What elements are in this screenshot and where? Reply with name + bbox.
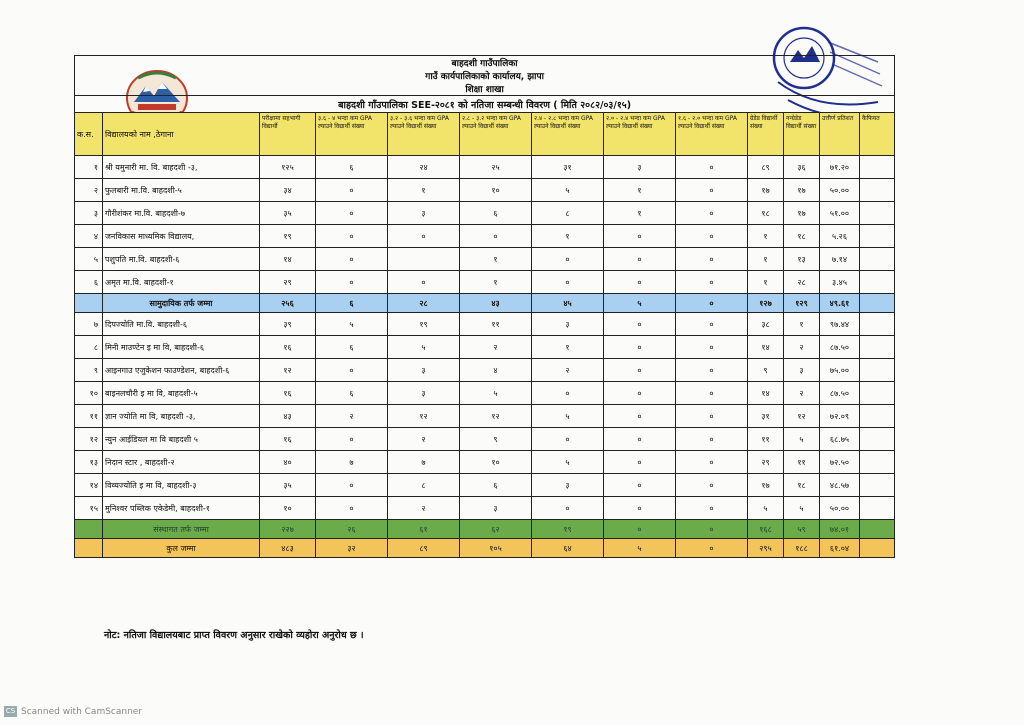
table-cell: कुल जम्मा xyxy=(103,539,260,558)
table-cell: ० xyxy=(676,202,748,225)
table-cell: ० xyxy=(604,248,676,271)
table-cell: ० xyxy=(604,313,676,336)
table-cell: २८ xyxy=(388,294,460,313)
column-header: १.६ - २.० भन्दा कम GPA ल्याउने विद्यार्थी संख्या xyxy=(676,113,748,156)
table-cell xyxy=(75,294,103,313)
table-row xyxy=(75,497,895,520)
table-cell: ६४ xyxy=(532,539,604,558)
scanner-text: Scanned with CamScanner xyxy=(21,706,143,717)
table-cell: १० xyxy=(460,179,532,202)
table-row xyxy=(75,359,895,382)
table-cell: १२५ xyxy=(260,156,316,179)
table-cell xyxy=(860,202,895,225)
table-cell: २ xyxy=(388,428,460,451)
table-cell: ० xyxy=(604,271,676,294)
table-cell: ० xyxy=(676,539,748,558)
section-name: शिक्षा शाखा xyxy=(75,82,895,96)
table-cell: १६ xyxy=(260,428,316,451)
table-cell: ५.२६ xyxy=(820,225,860,248)
results-document xyxy=(74,55,894,558)
table-cell: सामुदायिक तर्फ जम्मा xyxy=(103,294,260,313)
table-cell xyxy=(860,156,895,179)
table-cell: ३२ xyxy=(316,539,388,558)
table-cell: १० xyxy=(75,382,103,405)
table-cell: ७१.२० xyxy=(820,156,860,179)
table-cell: ६ xyxy=(316,294,388,313)
table-cell: ० xyxy=(676,336,748,359)
table-cell: ४५ xyxy=(532,294,604,313)
table-cell: संस्थागत तर्फ जम्मा xyxy=(103,520,260,539)
table-row xyxy=(75,428,895,451)
table-cell: ० xyxy=(676,271,748,294)
table-row xyxy=(75,382,895,405)
table-cell: १ xyxy=(748,225,784,248)
table-cell: ३५ xyxy=(260,474,316,497)
table-cell: १ xyxy=(532,225,604,248)
table-cell: ० xyxy=(388,271,460,294)
table-cell: ० xyxy=(604,225,676,248)
table-cell: ६१.०४ xyxy=(820,539,860,558)
table-cell: १२ xyxy=(388,405,460,428)
table-cell: गौरीशंकर मा.वि. बाहदशी-७ xyxy=(103,202,260,225)
table-cell: ० xyxy=(604,405,676,428)
table-cell: १ xyxy=(604,179,676,202)
table-cell: ० xyxy=(532,382,604,405)
table-cell xyxy=(860,405,895,428)
table-cell: १ xyxy=(532,336,604,359)
table-cell: ० xyxy=(316,497,388,520)
table-cell: २४ xyxy=(388,156,460,179)
table-cell: ९ xyxy=(460,428,532,451)
table-cell: २२७ xyxy=(260,520,316,539)
table-cell: ४० xyxy=(260,451,316,474)
table-cell: ० xyxy=(604,497,676,520)
table-cell: ५०.०० xyxy=(820,179,860,202)
table-cell: ३६ xyxy=(784,156,820,179)
table-cell xyxy=(75,520,103,539)
table-cell: २ xyxy=(460,336,532,359)
table-cell: ४९.६१ xyxy=(820,294,860,313)
table-cell: ७ xyxy=(316,451,388,474)
column-header: परीक्षामा सहभागी विद्यार्थी xyxy=(260,113,316,156)
table-cell: ० xyxy=(676,520,748,539)
table-cell: ५ xyxy=(604,294,676,313)
office-name: बाहदशी गाउँपालिका xyxy=(75,56,895,70)
table-cell: ० xyxy=(676,497,748,520)
table-cell: ११ xyxy=(784,451,820,474)
table-cell: २ xyxy=(316,405,388,428)
table-cell: १६ xyxy=(260,382,316,405)
table-cell xyxy=(860,313,895,336)
table-cell: ३ xyxy=(460,497,532,520)
table-cell xyxy=(388,248,460,271)
table-cell: १ xyxy=(75,156,103,179)
table-cell: ४८३ xyxy=(260,539,316,558)
table-cell: ज्ञान ज्योति मा वि, बाहदशी -३, xyxy=(103,405,260,428)
table-cell: २ xyxy=(532,359,604,382)
table-cell: १०५ xyxy=(460,539,532,558)
table-cell: दिपज्योति मा.वि. बाहदशी-६ xyxy=(103,313,260,336)
table-cell: ० xyxy=(604,451,676,474)
table-cell: १६ xyxy=(260,336,316,359)
table-cell: ७.१४ xyxy=(820,248,860,271)
table-cell: ३ xyxy=(388,359,460,382)
table-cell: बाइनलचौरी इ मा वि, बाहदशी-५ xyxy=(103,382,260,405)
column-header: २.० - २.४ भन्दा कम GPA ल्याउने विद्यार्थी संख्या xyxy=(604,113,676,156)
table-row xyxy=(75,248,895,271)
table-cell: १८ xyxy=(748,202,784,225)
table-cell: १ xyxy=(388,179,460,202)
table-cell: मिनी माउण्टेन इ मा वि, बाहदशी-६ xyxy=(103,336,260,359)
table-cell: जनविकास माध्यमिक विद्यालय, xyxy=(103,225,260,248)
table-cell: ० xyxy=(676,179,748,202)
table-cell: पशुपति मा.वि. बाहदशी-६ xyxy=(103,248,260,271)
footnote: नोट: नतिजा विद्यालयबाट प्राप्त विवरण अनुसार राखेको व्यहोरा अनुरोध छ । xyxy=(104,630,364,641)
table-cell: ० xyxy=(316,225,388,248)
table-cell: १७ xyxy=(748,179,784,202)
table-cell: १४ xyxy=(748,382,784,405)
table-cell: ० xyxy=(676,313,748,336)
table-cell: १८ xyxy=(784,474,820,497)
table-cell: ५ xyxy=(75,248,103,271)
table-cell: ५ xyxy=(460,382,532,405)
table-cell: ० xyxy=(316,359,388,382)
table-cell: १२ xyxy=(260,359,316,382)
table-cell: ३ xyxy=(388,382,460,405)
table-cell: ५ xyxy=(316,313,388,336)
table-cell: १३ xyxy=(75,451,103,474)
table-cell: ५ xyxy=(784,428,820,451)
table-cell: १२ xyxy=(460,405,532,428)
table-cell: ६ xyxy=(460,474,532,497)
table-cell: १७ xyxy=(784,179,820,202)
table-cell: ३ xyxy=(388,202,460,225)
table-cell: ९७.४४ xyxy=(820,313,860,336)
table-cell: ६१ xyxy=(388,520,460,539)
table-cell: निदान स्टार , बाहदशी-२ xyxy=(103,451,260,474)
table-cell: ५९ xyxy=(784,520,820,539)
table-cell: १२ xyxy=(75,428,103,451)
camscanner-icon: CS xyxy=(5,707,16,715)
table-row xyxy=(75,474,895,497)
table-cell: ८ xyxy=(532,202,604,225)
table-cell: ३१ xyxy=(748,405,784,428)
table-cell: १४ xyxy=(260,248,316,271)
table-cell: ५ xyxy=(532,451,604,474)
table-cell: १७ xyxy=(784,202,820,225)
table-cell: ८७.५० xyxy=(820,382,860,405)
table-cell: ० xyxy=(316,474,388,497)
table-cell: ३८ xyxy=(748,313,784,336)
column-header: उत्तीर्ण प्रतिशत xyxy=(820,113,860,156)
table-cell: ० xyxy=(676,225,748,248)
table-cell: ० xyxy=(316,179,388,202)
table-cell: ११ xyxy=(748,428,784,451)
table-cell xyxy=(860,428,895,451)
table-cell xyxy=(860,474,895,497)
institutional-subtotal-row xyxy=(75,520,895,539)
grand-total-row xyxy=(75,539,895,558)
table-cell: २६ xyxy=(316,520,388,539)
table-cell: २५ xyxy=(460,156,532,179)
community-subtotal-row xyxy=(75,294,895,313)
table-cell: ० xyxy=(676,474,748,497)
table-cell: ० xyxy=(316,428,388,451)
table-cell: ३ xyxy=(532,474,604,497)
table-cell: २ xyxy=(388,497,460,520)
table-cell: ५ xyxy=(748,497,784,520)
column-header: नन्ग्रेडेड विद्यार्थी संख्या xyxy=(784,113,820,156)
table-cell: २८ xyxy=(784,271,820,294)
table-row xyxy=(75,405,895,428)
column-header: कैफियत xyxy=(860,113,895,156)
table-cell: ० xyxy=(676,359,748,382)
table-cell: १ xyxy=(604,202,676,225)
table-cell: ८ xyxy=(75,336,103,359)
table-cell: ६ xyxy=(316,382,388,405)
table-row xyxy=(75,202,895,225)
table-cell: ० xyxy=(676,156,748,179)
table-cell: १८ xyxy=(784,225,820,248)
table-row xyxy=(75,451,895,474)
table-cell xyxy=(75,539,103,558)
table-cell: २९ xyxy=(748,451,784,474)
table-cell: १९ xyxy=(532,520,604,539)
table-cell: २ xyxy=(784,382,820,405)
table-cell: ३ xyxy=(784,359,820,382)
table-cell: ६ xyxy=(75,271,103,294)
table-cell: ८ xyxy=(388,474,460,497)
table-cell: श्री यमुनारी मा. वि. बाहदशी -३, xyxy=(103,156,260,179)
table-cell: ० xyxy=(316,271,388,294)
table-cell: २५६ xyxy=(260,294,316,313)
table-cell: १ xyxy=(748,248,784,271)
table-cell: ३४ xyxy=(260,179,316,202)
table-row xyxy=(75,271,895,294)
table-cell: ३ xyxy=(75,202,103,225)
table-cell: ५०.०० xyxy=(820,497,860,520)
table-cell xyxy=(860,336,895,359)
table-cell: ० xyxy=(676,382,748,405)
table-cell: ७ xyxy=(75,313,103,336)
column-header: क.स. xyxy=(75,113,103,156)
table-cell: ७५.०० xyxy=(820,359,860,382)
table-cell: १४ xyxy=(748,336,784,359)
table-cell: ५ xyxy=(532,405,604,428)
table-cell: ६ xyxy=(460,202,532,225)
table-cell: न्युन आईडियल मा वि बाहदशी ५ xyxy=(103,428,260,451)
table-cell: १८८ xyxy=(784,539,820,558)
table-cell xyxy=(860,248,895,271)
table-cell: ५ xyxy=(604,539,676,558)
office-subtitle: गाउँ कार्यपालिकाको कार्यालय, झापा xyxy=(75,69,895,82)
table-cell: १ xyxy=(748,271,784,294)
table-cell: ३५ xyxy=(260,202,316,225)
table-cell: ० xyxy=(532,271,604,294)
scanner-watermark xyxy=(4,706,142,717)
table-cell: २ xyxy=(784,336,820,359)
table-cell: १ xyxy=(784,313,820,336)
table-cell: ३ xyxy=(604,156,676,179)
table-cell xyxy=(860,497,895,520)
table-cell: ० xyxy=(676,405,748,428)
table-cell: ७२.५० xyxy=(820,451,860,474)
table-cell: १ xyxy=(460,248,532,271)
table-cell: ७२.०९ xyxy=(820,405,860,428)
table-cell: १९ xyxy=(260,225,316,248)
table-cell: ० xyxy=(532,497,604,520)
table-cell: ० xyxy=(676,294,748,313)
table-cell: ६८.७५ xyxy=(820,428,860,451)
table-row xyxy=(75,336,895,359)
table-cell: ० xyxy=(604,336,676,359)
table-cell: ८९ xyxy=(748,156,784,179)
table-cell: ० xyxy=(676,248,748,271)
table-row xyxy=(75,225,895,248)
table-cell: ० xyxy=(388,225,460,248)
table-row xyxy=(75,313,895,336)
table-cell: ० xyxy=(604,359,676,382)
table-cell xyxy=(860,271,895,294)
document-title: बाहदशी गाँउपालिका SEE-२०८१ को नतिजा सम्बन्धी विवरण ( मिति २०८२/०३/१५) xyxy=(75,96,895,113)
table-cell: १ xyxy=(460,271,532,294)
table-cell: १६८ xyxy=(748,520,784,539)
table-cell: १३ xyxy=(784,248,820,271)
table-cell: ११ xyxy=(460,313,532,336)
table-cell: विव्यज्योति इ मा वि, बाहदशी-३ xyxy=(103,474,260,497)
column-header-row xyxy=(75,113,895,156)
table-cell: २ xyxy=(75,179,103,202)
table-cell: ० xyxy=(316,248,388,271)
table-cell: ० xyxy=(460,225,532,248)
table-cell: ८७.५० xyxy=(820,336,860,359)
table-cell: १४ xyxy=(75,474,103,497)
table-cell xyxy=(860,179,895,202)
table-cell: १२ xyxy=(784,405,820,428)
table-cell: ६ xyxy=(316,336,388,359)
column-header: ग्रेडेड विद्यार्थी संख्या xyxy=(748,113,784,156)
table-cell: ४ xyxy=(460,359,532,382)
table-cell: ५१.०० xyxy=(820,202,860,225)
table-cell: ९ xyxy=(75,359,103,382)
table-cell: आइनगाउ एजुकेशन फाउण्डेशन, बाहदशी-६ xyxy=(103,359,260,382)
table-cell xyxy=(860,294,895,313)
table-cell: ० xyxy=(676,428,748,451)
column-header: २.४ - २.८ भन्दा कम GPA ल्याउने विद्यार्थी संख्या xyxy=(532,113,604,156)
table-cell: ० xyxy=(604,474,676,497)
table-cell: १७ xyxy=(748,474,784,497)
results-table xyxy=(74,55,895,558)
table-cell: ४ xyxy=(75,225,103,248)
table-cell: ० xyxy=(532,428,604,451)
table-cell: ३.४५ xyxy=(820,271,860,294)
table-cell: ५ xyxy=(784,497,820,520)
table-cell: ३ xyxy=(532,313,604,336)
column-header: ३.२ - ३.६ भन्दा कम GPA ल्याउने विद्यार्थी संख्या xyxy=(388,113,460,156)
table-cell: २९ xyxy=(260,271,316,294)
table-cell xyxy=(860,451,895,474)
table-cell: ५ xyxy=(532,179,604,202)
table-cell: ३९ xyxy=(260,313,316,336)
table-cell: ६२ xyxy=(460,520,532,539)
table-cell: ० xyxy=(604,382,676,405)
table-row xyxy=(75,156,895,179)
table-cell: ० xyxy=(604,428,676,451)
table-cell: ३१ xyxy=(532,156,604,179)
table-cell: ८९ xyxy=(388,539,460,558)
table-cell: ० xyxy=(316,202,388,225)
table-cell: फुलबारी मा.वि. बाहदशी-५ xyxy=(103,179,260,202)
table-cell: मुनिश्वर पब्लिक एकेडेमी, बाहदशी-१ xyxy=(103,497,260,520)
table-cell: अमृत मा.वि. बाहदशी-१ xyxy=(103,271,260,294)
column-header: ३.६ - ४ भन्दा कम GPA ल्याउने विद्यार्थी संख्या xyxy=(316,113,388,156)
table-cell: १९ xyxy=(388,313,460,336)
table-cell xyxy=(860,359,895,382)
table-cell: ० xyxy=(532,248,604,271)
results-table-body xyxy=(75,56,895,558)
table-cell: ४८.५७ xyxy=(820,474,860,497)
table-cell: १० xyxy=(260,497,316,520)
table-cell xyxy=(860,225,895,248)
table-cell: १२७ xyxy=(748,294,784,313)
table-cell: २९५ xyxy=(748,539,784,558)
table-cell: १५ xyxy=(75,497,103,520)
column-header: २.८ - ३.२ भन्दा कम GPA ल्याउने विद्यार्थी संख्या xyxy=(460,113,532,156)
table-cell: ० xyxy=(676,451,748,474)
table-cell: ५ xyxy=(388,336,460,359)
table-cell: ९ xyxy=(748,359,784,382)
table-cell xyxy=(860,520,895,539)
table-cell: ० xyxy=(604,520,676,539)
table-cell xyxy=(860,539,895,558)
table-cell: ६ xyxy=(316,156,388,179)
table-cell: १२९ xyxy=(784,294,820,313)
table-cell: ७४.०१ xyxy=(820,520,860,539)
column-header: विद्यालयको नाम ,ठेगाना xyxy=(103,113,260,156)
table-cell: ४३ xyxy=(260,405,316,428)
table-cell: ४३ xyxy=(460,294,532,313)
table-cell: ७ xyxy=(388,451,460,474)
table-cell xyxy=(860,382,895,405)
table-cell: ११ xyxy=(75,405,103,428)
table-row xyxy=(75,179,895,202)
table-cell: १० xyxy=(460,451,532,474)
